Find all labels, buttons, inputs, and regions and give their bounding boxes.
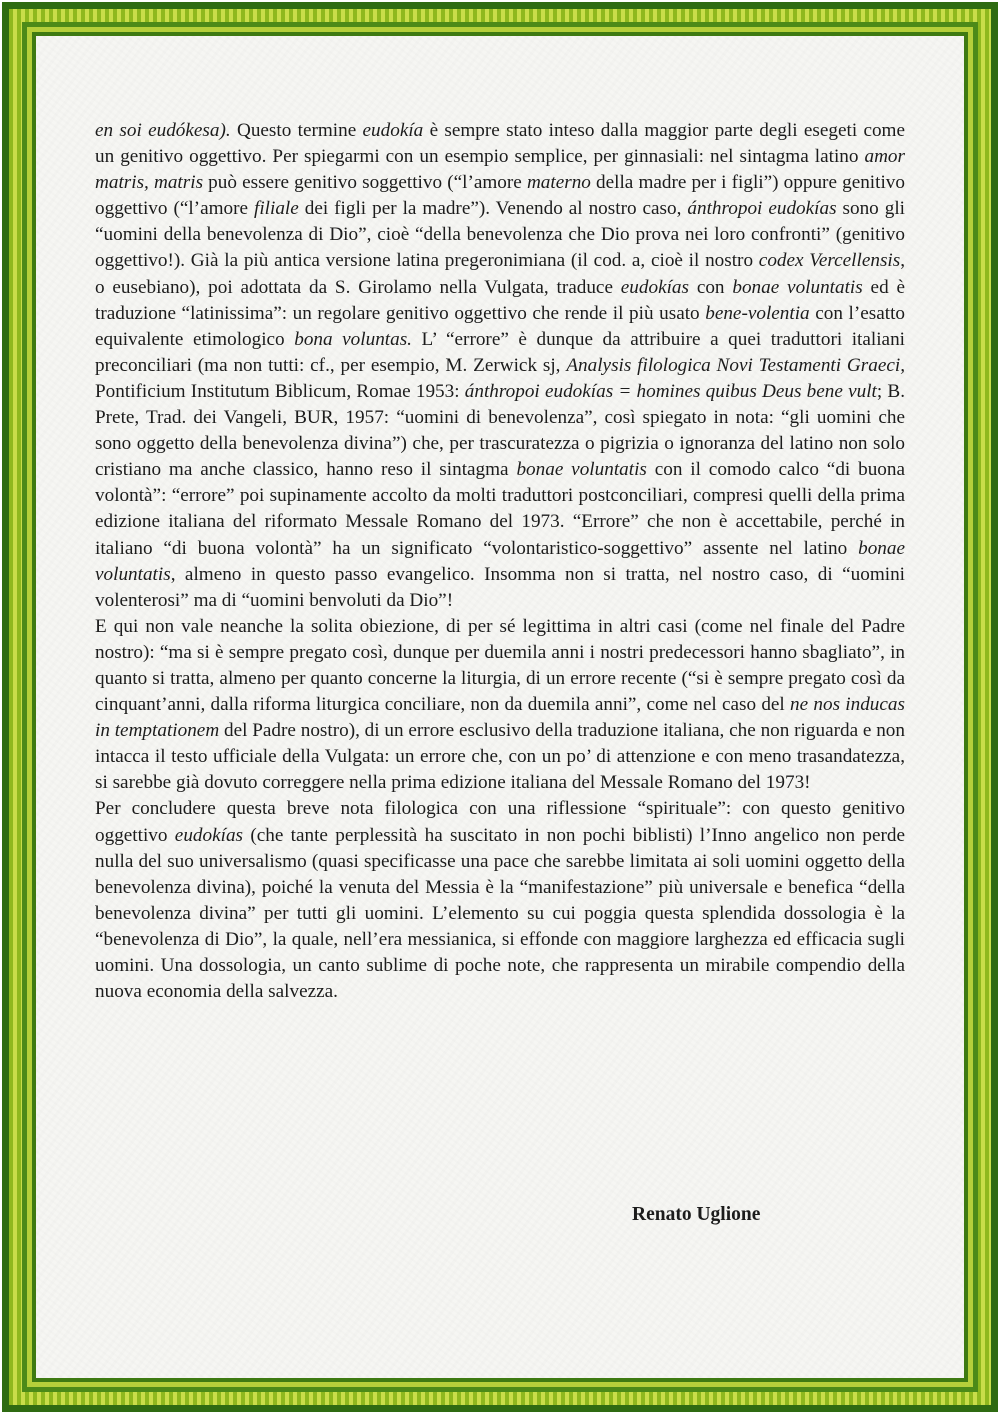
text-run: Pontificium Institutum Biblicum, Romae 1953: [95, 380, 465, 402]
text-run: dei figli per la madre”). Venendo al nostro caso, [298, 198, 688, 220]
paragraph [95, 118, 905, 614]
text-run: ed è traduzione “latinissima”: un regolare genitivo oggettivo che rende il più usato [95, 276, 905, 324]
text-run: Per concludere questa breve nota filologica con una riflessione “spirituale”: con questo genitivo oggettivo [95, 798, 905, 846]
italic-run: codex Vercellensis [758, 250, 901, 272]
italic-run: bona voluntas. [294, 328, 412, 350]
text-run: con l’esatto equivalente etimologico [95, 302, 905, 350]
italic-run: bonae voluntatis [516, 459, 647, 481]
italic-run: amor matris, matris [95, 146, 905, 194]
text-run: con [689, 276, 733, 298]
italic-run: ánthropoi eudokías = homines quibus Deus bene vult [464, 380, 877, 402]
italic-run: en soi eudókesa). [95, 120, 231, 141]
text-run: (che tante perplessità ha suscitato in non pochi biblisti) l’Inno angelico non perde nulla del suo universalismo (quasi specificasse una pace che sarebbe limitata ai soli uomini oggetto della benevolenza divina), poiché la venuta del Messia è la “manifestazione” più universale e benefica “della benevolenza divina” per tutti gli uomini. L’elemento su cui poggia questa splendida dossologia è la “benevolenza di Dio”, la quale, nell’era messianica, si effonde con maggiore larghezza ed efficacia sugli uomini. Una dossologia, un canto sublime di poche note, che rappresenta un mirabile compendio della nuova economia della salvezza. [95, 824, 905, 1003]
text-run: può essere genitivo soggettivo (“l’amore [203, 172, 527, 194]
italic-run: bene-volentia [705, 302, 810, 324]
text-run: della madre per i figli”) oppure genitivo oggettivo (“l’amore [95, 172, 905, 220]
text-run: con il comodo calco “di buona volontà”: “errore” poi supinamente accolto da molti traduttori postconciliari, compresi quelli della prima edizione italiana del riformato Messale Romano del 1973. “Errore” che non è accettabile, perché in italiano “di buona volontà” ha un significato “volontaristico-soggettivo” assente nel latino [95, 459, 906, 559]
italic-run: bonae voluntatis [732, 276, 863, 298]
text-run: è sempre stato inteso dalla maggior parte degli esegeti come un genitivo oggettivo. Per spiegarmi con un esempio semplice, per ginnasiali: nel sintagma latino [95, 120, 905, 168]
italic-run: eudokías [620, 276, 689, 298]
italic-run: bonae voluntatis [95, 537, 905, 585]
italic-run: filiale [254, 198, 299, 220]
italic-run: eudokía [362, 120, 424, 141]
text-run: ; B. Prete, Trad. dei Vangeli, BUR, 1957: “uomini di benevolenza”, così spiegato in nota: “gli uomini che sono oggetto della benevolenza divina”) che, per trascuratezza o pigrizia o ignoranza del latino non solo cristiano ma anche classico, hanno reso il sintagma [95, 380, 906, 481]
text-run: del Padre nostro), di un errore esclusivo della traduzione italiana, che non riguarda e non intacca il testo ufficiale della Vulgata: un errore che, con un po’ di attenzione e con meno trasandatezza, si sarebbe già dovuto correggere nella prima edizione italiana del Messale Romano del 1973! [95, 720, 905, 794]
italic-run: Analysis filologica Novi Testamenti Graeci, [566, 354, 905, 376]
italic-run: ne nos inducas in temptationem [95, 694, 905, 742]
text-run: , o eusebiano), poi adottata da S. Girolamo nella Vulgata, traduce [95, 250, 906, 298]
italic-run: eudokías [174, 824, 244, 846]
text-run: , almeno in questo passo evangelico. Insomma non si tratta, nel nostro caso, di “uomini volenterosi” ma di “uomini benvoluti da Dio”! [95, 563, 905, 611]
text-run: Questo termine [230, 120, 363, 141]
paragraph [95, 796, 905, 1005]
italic-run: materno [526, 172, 591, 194]
author-signature: Renato Uglione [632, 1204, 761, 1225]
italic-run: ánthropoi eudokías [687, 198, 837, 220]
text-run: E qui non vale neanche la solita obiezione, di per sé legittima in altri casi (come nel finale del Padre nostro): “ma si è sempre pregato così, dunque per duemila anni i nostri predecessori hanno sbagliato”, in quanto si tratta, almeno per quanto concerne la liturgia, di un errore recente (“si è sempre pregato così da cinquant’anni, dalla riforma liturgica conciliare, non da duemila anni”, come nel caso del [95, 615, 905, 716]
text-run: L’ “errore” è dunque da attribuire a quei traduttori italiani preconciliari (ma non tutti: cf., per esempio, M. Zerwick sj, [95, 328, 906, 376]
text-run: sono gli “uomini della benevolenza di Dio”, cioè “della benevolenza che Dio prova nei loro confronti” (genitivo oggettivo!). Già la più antica versione latina pregeronimiana (il cod. a, cioè il nostro [95, 198, 905, 272]
article-body [95, 118, 905, 1005]
paragraph [95, 614, 905, 797]
